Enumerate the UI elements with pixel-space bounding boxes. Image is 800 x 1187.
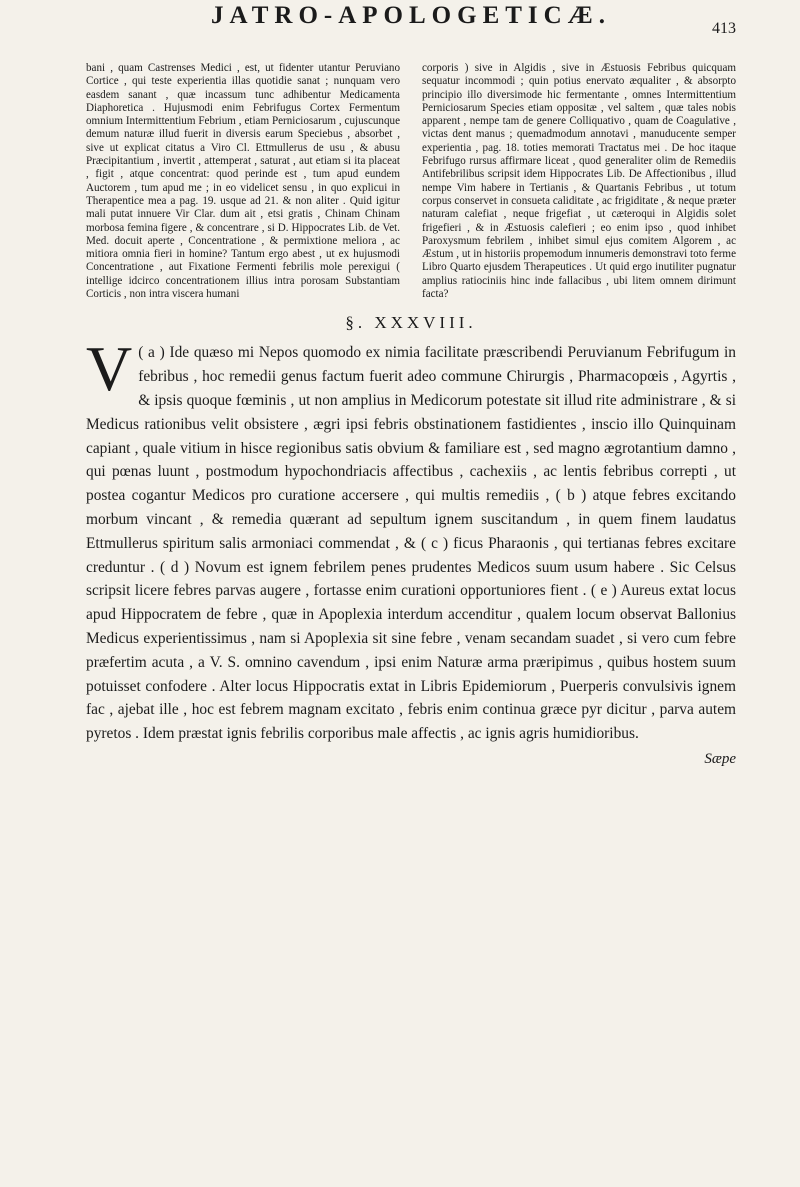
right-column: corporis ) sive in Algidis , sive in Æstuosis Febribus quicquam sequatur incommodi ; quin potius enervato æqualiter , & absorpto principio illo diversimode hic fermentante , omnes Intermittentium Perniciosarum Species etiam oppositæ , vel saltem , quæ tales nobis apparent , nempe tam de genere Colliquativo , quam de Coagulative , victas dent manus ; quemadmodum annotavi , manuducente semper experientia , pag. 18. toties memorati Tractatus mei . De hoc itaque Febrifugo rursus affirmare liceat , quod generaliter olim de Remediis Antifebrilibus scripsit idem Hippocrates Lib. De Affectionibus , illud nempe Vim habere in Tertianis , & Quartanis Febribus , ut totum corpus conservet in consueta caliditate , ac frigiditate , & neque præter naturam calefiat , neque frigefiat , ut cæteroqui in Algidis solet frigefieri , & in Æstuosis calefieri ; eo enim ipso , quod inhibet Paroxysmum febrilem , inhibet simul ejus comitem Algorem , ac Æstum , ut in historiis propemodum innumeris demonstravi toto ferme Libro Quarto ejusdem Therapeutices . Ut quid ergo inutiliter pugnatur amplius ratiociniis hinc inde fallacibus , ubi litem omnem dirimunt facta? — [422, 62, 736, 301]
body-text — [86, 333, 736, 772]
drop-cap: V — [86, 333, 133, 405]
running-head: JATRO-APOLOGETICÆ. — [211, 2, 611, 29]
section-heading: §. XXXVIII. — [345, 313, 477, 333]
body-paragraph: Ide quæso mi Nepos quomodo ex nimia facilitate præscribendi Peruvianum Febrifugum in febribus , hoc remedii genus factum fuerit adeo commune Chirurgis , Pharmacopœis , Agyrtis , & ipsis quoque fœminis , ut non amplius in Medicorum potestate sit illud rite administrare , & si Medicus rationibus velit obsistere , ægri ipsi febris obstinationem fastidientes , inscio illo Quinquinam capiant , quale vitium in hisce regionibus satis obvium & familiare est , sed magno ægrotantium damno , qui pœnas luunt , postmodum hypochondriacis affectibus , cachexiis , ac lentis febribus correpti , ut postea cogantur Medicos pro curatione accersere , qui multis remediis , ( b ) atque febres excitando morbum vincant , & remedia quærant ad sepultum ignem suscitandum , in quem finem laudatus Ettmullerus spiritum salis armoniaci commendat , & ( c ) ficus Pharaonis , qui tertianas febres excitare creduntur . ( d ) Novum est ignem febrilem penes prudentes Medicos suum usum habere . Sic Celsus scripsit licere febres parvas augere , fortasse enim curationi opportuniores fient . ( e ) Aureus extat locus apud Hippocratem de febre , quæ in Apoplexia interdum accenditur , qualem locum observat Ballonius Medicus experientissimus , nam si Apoplexia sit sine febre , venam secandam suadet , si vero cum febre præfertim acuta , a V. S. omnino cavendum , ipsi enim Naturæ arma præripimus , quibus hostem suum potuisset confodere . Alter locus Hippocratis extat in Libris Epidemiorum , Puerperis convulsivis ignem fac , ajebat ille , hoc est febrem magnam excitato , febris enim continua græce pyr dicitur , parva autem pyretos . Idem præstat ignis febrilis corporibus male affectis , ac ignis agris humidioribus. — [86, 344, 736, 743]
page-header — [86, 0, 736, 62]
left-column: bani , quam Castrenses Medici , est, ut fidenter utantur Peruviano Cortice , qui teste experientia illas quotidie sanat ; nunquam vero easdem sanant , quæ incassum tunc adhibentur Medicamenta Diaphoretica . Hujusmodi enim Febrifugus Cortex Fermentum omnium Intermittentium Febrium , etiam Perniciosarum , cujuscunque demum naturæ illud fuerit in diversis earum Speciebus , absorbet , sive ut explicat citatus a Viro Cl. Ettmullerus de usu , & abusu Præcipitantium , invertit , attemperat , saturat , aut etiam si ita placeat , figit , atque concentrat: quod perinde est , tum apud eundem Auctorem , tum apud me ; in eo videlicet sensu , in quo explicui in Therapentice mea a pag. 19. usque ad 21. & non aliter . Quid igitur mali putat innuere Vir Clar. dum ait , etsi gratis , Chinam Chinam morbosa femina figere , & concentrare , si D. Hippocrates Lib. de Vet. Med. docuit aperte , Concentratione , & permixtione meliora , ac mitiora omnia fieri in homine? Tantum ergo abest , ut ex hujusmodi Concentratione , aut Fixatione Fermenti febrilis mole perexigui ( intellige idcirco concentrationem illius intra porosam Substantiam Corticis , non intra viscera humani — [86, 62, 400, 301]
two-column-text — [86, 62, 736, 301]
page-number: 413 — [712, 20, 736, 37]
note-marker: ( a ) — [138, 344, 165, 362]
catchword: Sæpe — [704, 751, 736, 768]
